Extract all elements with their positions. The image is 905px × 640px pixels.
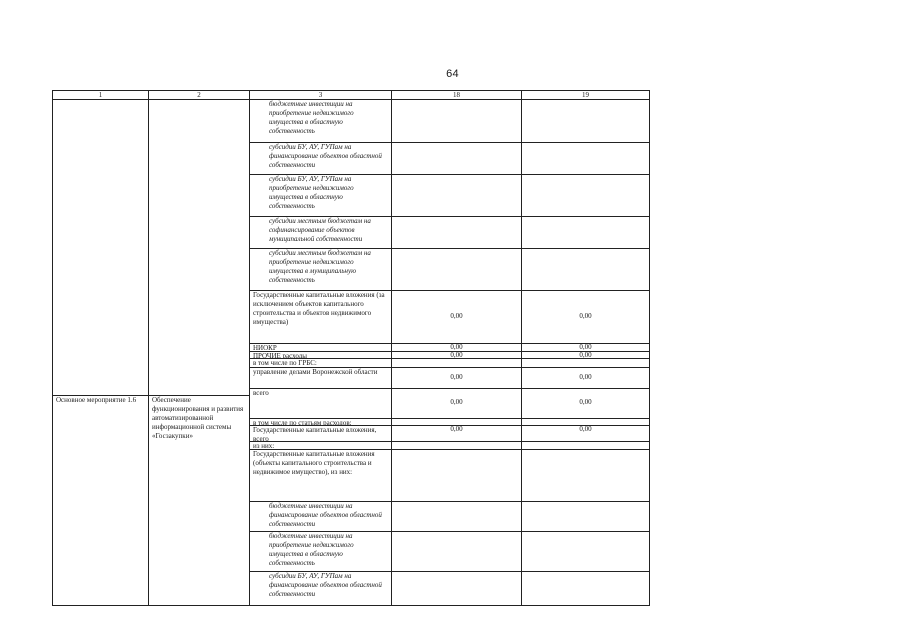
row-label: Государственные капитальные вложения, всего: [253, 426, 377, 441]
value-col-19: 0,00: [579, 343, 592, 351]
header-col-2: 2: [197, 92, 201, 99]
value-col-18: 0,00: [450, 398, 463, 406]
value-col-19: 0,00: [579, 373, 592, 381]
row-label: управление делами Воронежской области: [253, 368, 378, 376]
row-label: из них:: [253, 442, 275, 449]
row-label: субсидии местным бюджетам на софинансирование объектов муниципальной собственности: [269, 217, 371, 243]
event-code: Основное мероприятие 1.6: [56, 396, 137, 404]
value-col-19: 0,00: [579, 425, 592, 433]
row-label: субсидии БУ, АУ, ГУПам на приобретение недвижимого имущества в областную собственность: [269, 175, 354, 210]
header-col-1: 1: [98, 92, 103, 99]
header-col-3: 3: [318, 92, 323, 99]
col-divider: [148, 91, 149, 605]
row-label: субсидии БУ, АУ, ГУПам на финансирование объектов областной собственности: [269, 143, 382, 169]
row-label: субсидии местным бюджетам на приобретение недвижимого имущества в муниципальную собственность: [269, 249, 371, 284]
row-label: в том числе по ГРБС:: [253, 359, 317, 367]
row-label: всего: [253, 389, 269, 397]
row-label: в том числе по статьям расходов:: [253, 419, 352, 425]
value-col-19: 0,00: [579, 312, 592, 320]
value-col-18: 0,00: [450, 425, 463, 433]
col-divider: [249, 91, 250, 605]
row-label: ПРОЧИЕ расходы: [253, 352, 307, 358]
value-col-18: 0,00: [450, 373, 463, 381]
value-col-18: 0,00: [450, 343, 463, 351]
value-col-19: 0,00: [579, 351, 592, 359]
page-number: 64: [446, 68, 459, 80]
header-col-19: 19: [582, 92, 589, 99]
row-label: НИОКР: [253, 344, 277, 351]
budget-table: [52, 90, 650, 606]
value-col-19: 0,00: [579, 398, 592, 406]
row-label: бюджетные инвестиции на приобретение недвижимого имущества в областную собственность: [269, 532, 354, 567]
row-label: бюджетные инвестиции на приобретение недвижимого имущества в областную собственность: [269, 100, 354, 135]
row-label: Государственные капитальные вложения (объекты капитального строительства и недвижимое имущество), из них:: [253, 450, 375, 476]
header-col-18: 18: [453, 92, 460, 99]
event-title: Обеспечение функционирования и развития автоматизированной информационной системы «Госзакупки»: [152, 396, 244, 440]
row-label: бюджетные инвестиции на финансирование объектов областной собственности: [269, 502, 382, 528]
value-col-18: 0,00: [450, 312, 463, 320]
value-col-18: 0,00: [450, 351, 463, 359]
row-label: Государственные капитальные вложения (за исключением объектов капитального строительства и объектов недвижимого имущества): [253, 291, 385, 326]
row-label: субсидии БУ, АУ, ГУПам на финансирование объектов областной собственности: [269, 572, 382, 598]
